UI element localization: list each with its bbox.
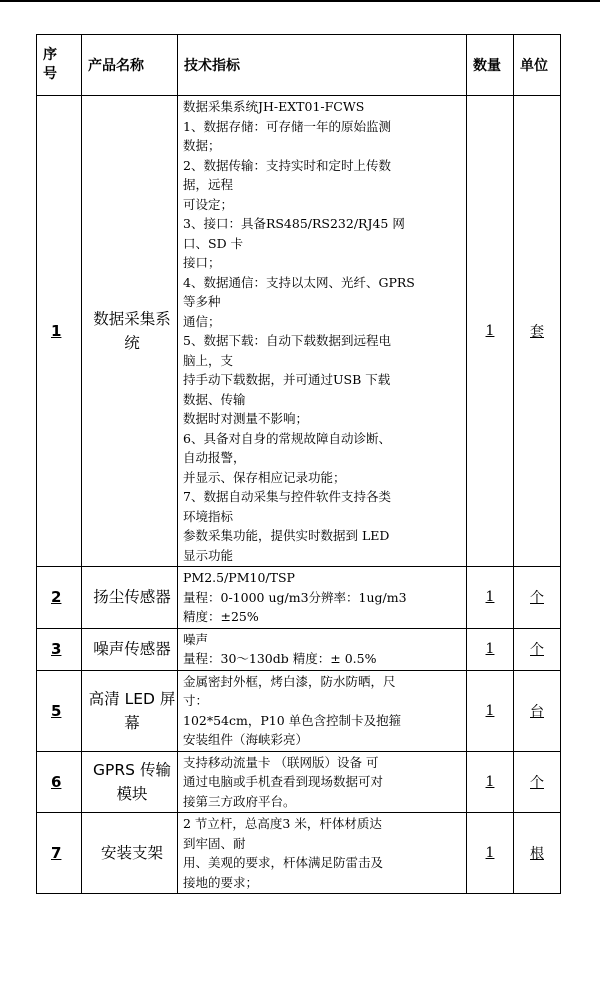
product-name-text: 噪声传感器: [93, 640, 171, 658]
spec-line: 2 节立杆，总高度3 米，杆体材质达: [183, 816, 382, 831]
spec-line: 脑上，支: [183, 352, 234, 368]
spec-line: 金属密封外框，烤白漆，防水防晒，尺: [183, 673, 396, 689]
header-spec: 技术指标: [178, 35, 467, 96]
quantity: 1: [467, 751, 514, 813]
row-number: 3: [37, 628, 82, 670]
spec-line: 数据采集系统JH-EXT01-FCWS: [183, 99, 365, 114]
table-row: [37, 96, 561, 567]
spec-line: 接第三方政府平台。: [183, 793, 296, 809]
row-number: 5: [37, 670, 82, 751]
spec-line: 数据时对测量不影响；: [183, 411, 309, 426]
spec-line: 量程：30～130db 精度：± 0.5%: [183, 651, 377, 666]
spec-line: 2、数据传输：支持实时和定时上传数: [183, 157, 391, 173]
spec-cell: [178, 751, 467, 813]
table-row: [37, 670, 561, 751]
spec-line: 持手动下载数据，并可通过USB 下载: [183, 372, 391, 387]
spec-line: 可设定；: [183, 196, 234, 212]
spec-line: 寸：: [183, 693, 209, 708]
spec-cell: [178, 628, 467, 670]
spec-line: 参数采集功能，提供实时数据到 LED: [183, 528, 390, 543]
quantity: 1: [467, 567, 514, 629]
table-row: [37, 813, 561, 894]
spec-line: 数据；: [183, 138, 221, 153]
unit: 根: [514, 813, 561, 894]
spec-line: 等多种: [183, 294, 221, 309]
product-name: [82, 96, 178, 567]
spec-line: 102*54cm，P10 单色含控制卡及抱箍: [183, 712, 402, 728]
table-header-row: [37, 35, 561, 96]
header-qty: 数量: [467, 35, 514, 96]
spec-line: 并显示、保存相应记录功能；: [183, 469, 346, 485]
unit: 台: [514, 670, 561, 751]
spec-line: 4、数据通信：支持以太网、光纤、GPRS: [183, 274, 415, 290]
table-row: [37, 567, 561, 629]
quantity: 1: [467, 96, 514, 567]
product-name-text: 高清 LED 屏幕: [88, 689, 176, 732]
spec-line: 支持移动流量卡 （联网版）设备 可: [183, 754, 379, 770]
quantity: 1: [467, 628, 514, 670]
product-name-text: 扬尘传感器: [93, 588, 171, 607]
unit: 个: [514, 751, 561, 813]
spec-line: 自动报警，: [183, 450, 246, 465]
row-number: 7: [37, 813, 82, 894]
row-number: 1: [37, 96, 82, 567]
spec-line: 5、数据下载：自动下载数据到远程电: [183, 333, 391, 348]
spec-line: 安装组件（海峡彩亮）: [183, 732, 309, 747]
spec-line: 通过电脑或手机查看到现场数据可对: [183, 774, 384, 789]
header-unit: 单位: [514, 35, 561, 96]
spec-line: 6、具备对自身的常规故障自动诊断、: [183, 430, 391, 446]
product-spec-table: [36, 34, 561, 894]
product-name: [82, 670, 178, 751]
spec-line: 显示功能: [183, 547, 234, 563]
spec-line: 接口；: [183, 255, 221, 270]
spec-cell: [178, 567, 467, 629]
product-name-text: GPRS 传输模块: [93, 760, 171, 803]
table-row: [37, 751, 561, 813]
product-name: [82, 813, 178, 894]
product-name: [82, 628, 178, 670]
spec-line: 3、接口：具备RS485/RS232/RJ45 网: [183, 216, 405, 231]
unit: 套: [514, 96, 561, 567]
header-no: 序 号: [37, 35, 82, 96]
spec-line: 数据、传输: [183, 391, 246, 407]
spec-line: 用、美观的要求，杆体满足防雷击及: [183, 855, 384, 870]
row-number: 2: [37, 567, 82, 629]
spec-line: 环境指标: [183, 508, 234, 524]
table-row: [37, 628, 561, 670]
spec-line: 接地的要求；: [183, 874, 259, 890]
quantity: 1: [467, 813, 514, 894]
product-name: [82, 567, 178, 629]
spec-line: 噪声: [183, 631, 209, 647]
header-product-name: 产品名称: [82, 35, 178, 96]
spec-line: 7、数据自动采集与控件软件支持各类: [183, 489, 391, 504]
spec-cell: [178, 96, 467, 567]
spec-line: 通信；: [183, 313, 221, 329]
spec-cell: [178, 813, 467, 894]
unit: 个: [514, 628, 561, 670]
spec-line: 据，远程: [183, 177, 234, 192]
unit: 个: [514, 567, 561, 629]
product-name-text: 安装支架: [100, 844, 163, 862]
spec-line: 量程：0-1000 ug/m3分辨率：1ug/m3: [183, 589, 407, 605]
product-name: [82, 751, 178, 813]
spec-line: PM2.5/PM10/TSP: [183, 570, 295, 585]
spec-cell: [178, 670, 467, 751]
quantity: 1: [467, 670, 514, 751]
spec-line: 口、SD 卡: [183, 235, 244, 251]
row-number: 6: [37, 751, 82, 813]
spec-line: 1、数据存储：可存储一年的原始监测: [183, 118, 391, 134]
product-name-text: 数据采集系统: [93, 310, 171, 352]
spec-line: 到牢固、耐: [183, 835, 246, 851]
top-rule: [0, 0, 600, 2]
spec-line: 精度：±25%: [183, 609, 259, 624]
